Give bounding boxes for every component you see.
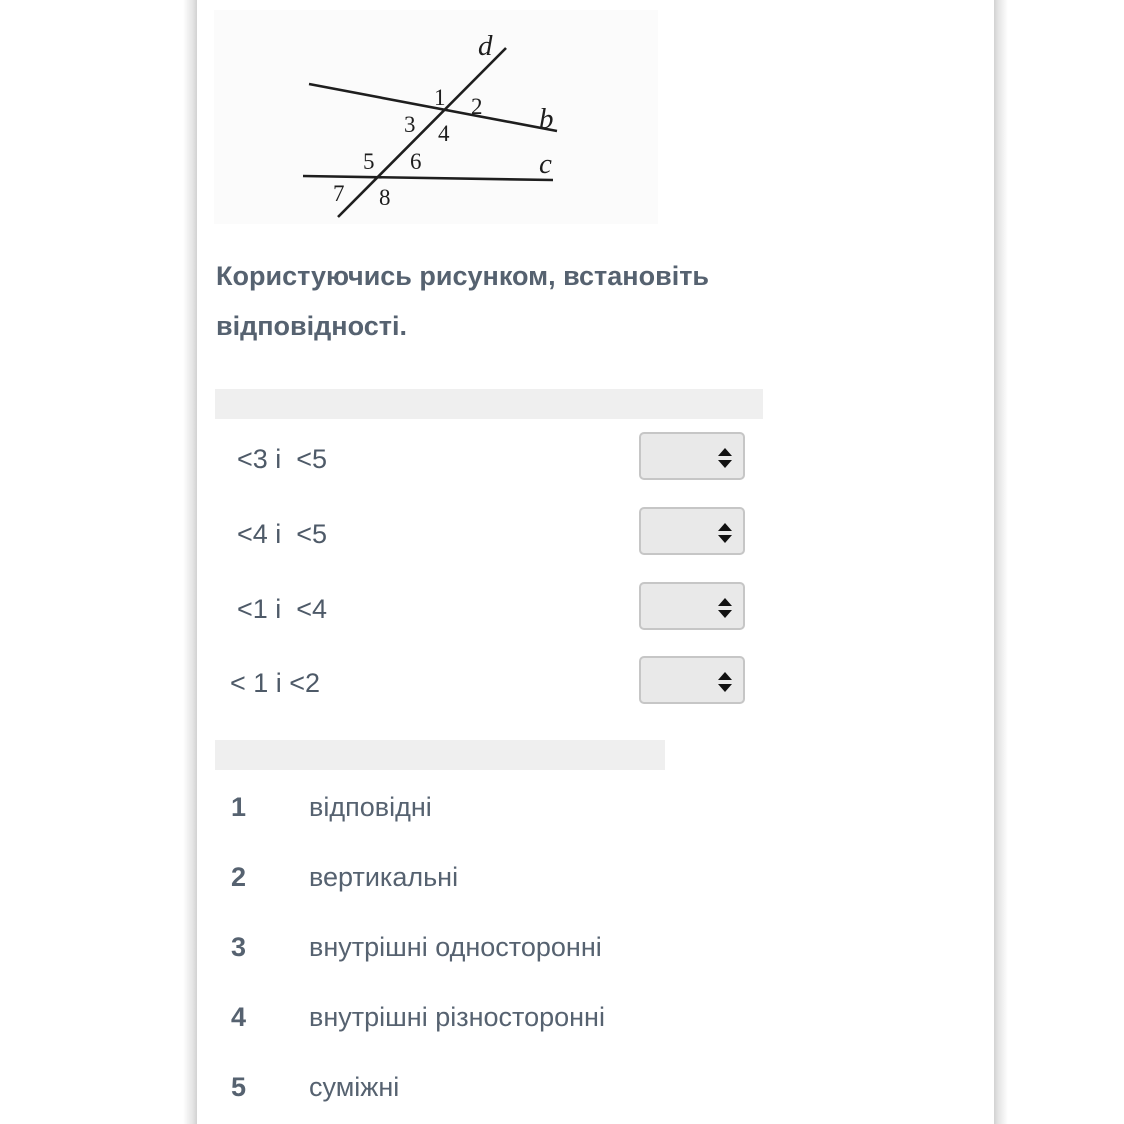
option-number: 5 — [231, 1072, 247, 1102]
geometry-figure — [214, 10, 658, 224]
option-item — [215, 1068, 815, 1108]
line-d — [338, 48, 506, 217]
match-row — [215, 656, 755, 708]
match-row-label: < 1 і <2 — [230, 668, 321, 698]
match-row — [215, 432, 755, 484]
select-arrows-icon — [717, 447, 733, 469]
angle-label-5: 5 — [363, 149, 375, 174]
option-item — [215, 998, 815, 1038]
select-arrows-icon — [717, 597, 733, 619]
option-item — [215, 928, 815, 968]
card-shadow-right — [994, 0, 1008, 1124]
angle-label-1: 1 — [434, 85, 446, 110]
line-b — [309, 84, 557, 131]
answer-select-3[interactable] — [639, 582, 745, 630]
card-shadow-left — [183, 0, 197, 1124]
angle-label-3: 3 — [404, 112, 416, 137]
angle-label-4: 4 — [438, 121, 450, 146]
figure-drawing — [214, 10, 658, 224]
matching-header-bar — [215, 389, 763, 419]
label-line-b: b — [539, 103, 554, 135]
option-item — [215, 788, 815, 828]
question-text: Користуючись рисунком, встановіть відповідності. — [216, 261, 710, 341]
match-row — [215, 582, 755, 634]
options-header-bar — [215, 740, 665, 770]
option-number: 2 — [231, 862, 247, 892]
label-line-d: d — [478, 30, 493, 62]
option-text: внутрішні односторонні — [309, 932, 602, 962]
match-row — [215, 507, 755, 559]
option-text: суміжні — [309, 1072, 400, 1102]
option-number: 4 — [231, 1002, 247, 1032]
option-text: відповідні — [309, 792, 432, 822]
angle-label-2: 2 — [471, 94, 483, 119]
line-c — [303, 176, 553, 180]
option-number: 1 — [231, 792, 247, 822]
angle-label-6: 6 — [410, 149, 422, 174]
match-row-label: <1 і <4 — [237, 594, 328, 624]
option-text: внутрішні різносторонні — [309, 1002, 605, 1032]
option-text: вертикальні — [309, 862, 459, 892]
select-arrows-icon — [717, 522, 733, 544]
option-item — [215, 858, 815, 898]
select-arrows-icon — [717, 671, 733, 693]
match-row-label: <3 і <5 — [237, 444, 328, 474]
match-row-label: <4 і <5 — [237, 519, 328, 549]
angle-label-7: 7 — [333, 181, 345, 206]
answer-select-4[interactable] — [639, 656, 745, 704]
answer-select-1[interactable] — [639, 432, 745, 480]
angle-label-8: 8 — [379, 185, 391, 210]
label-line-c: c — [539, 148, 552, 180]
option-number: 3 — [231, 932, 247, 962]
answer-select-2[interactable] — [639, 507, 745, 555]
